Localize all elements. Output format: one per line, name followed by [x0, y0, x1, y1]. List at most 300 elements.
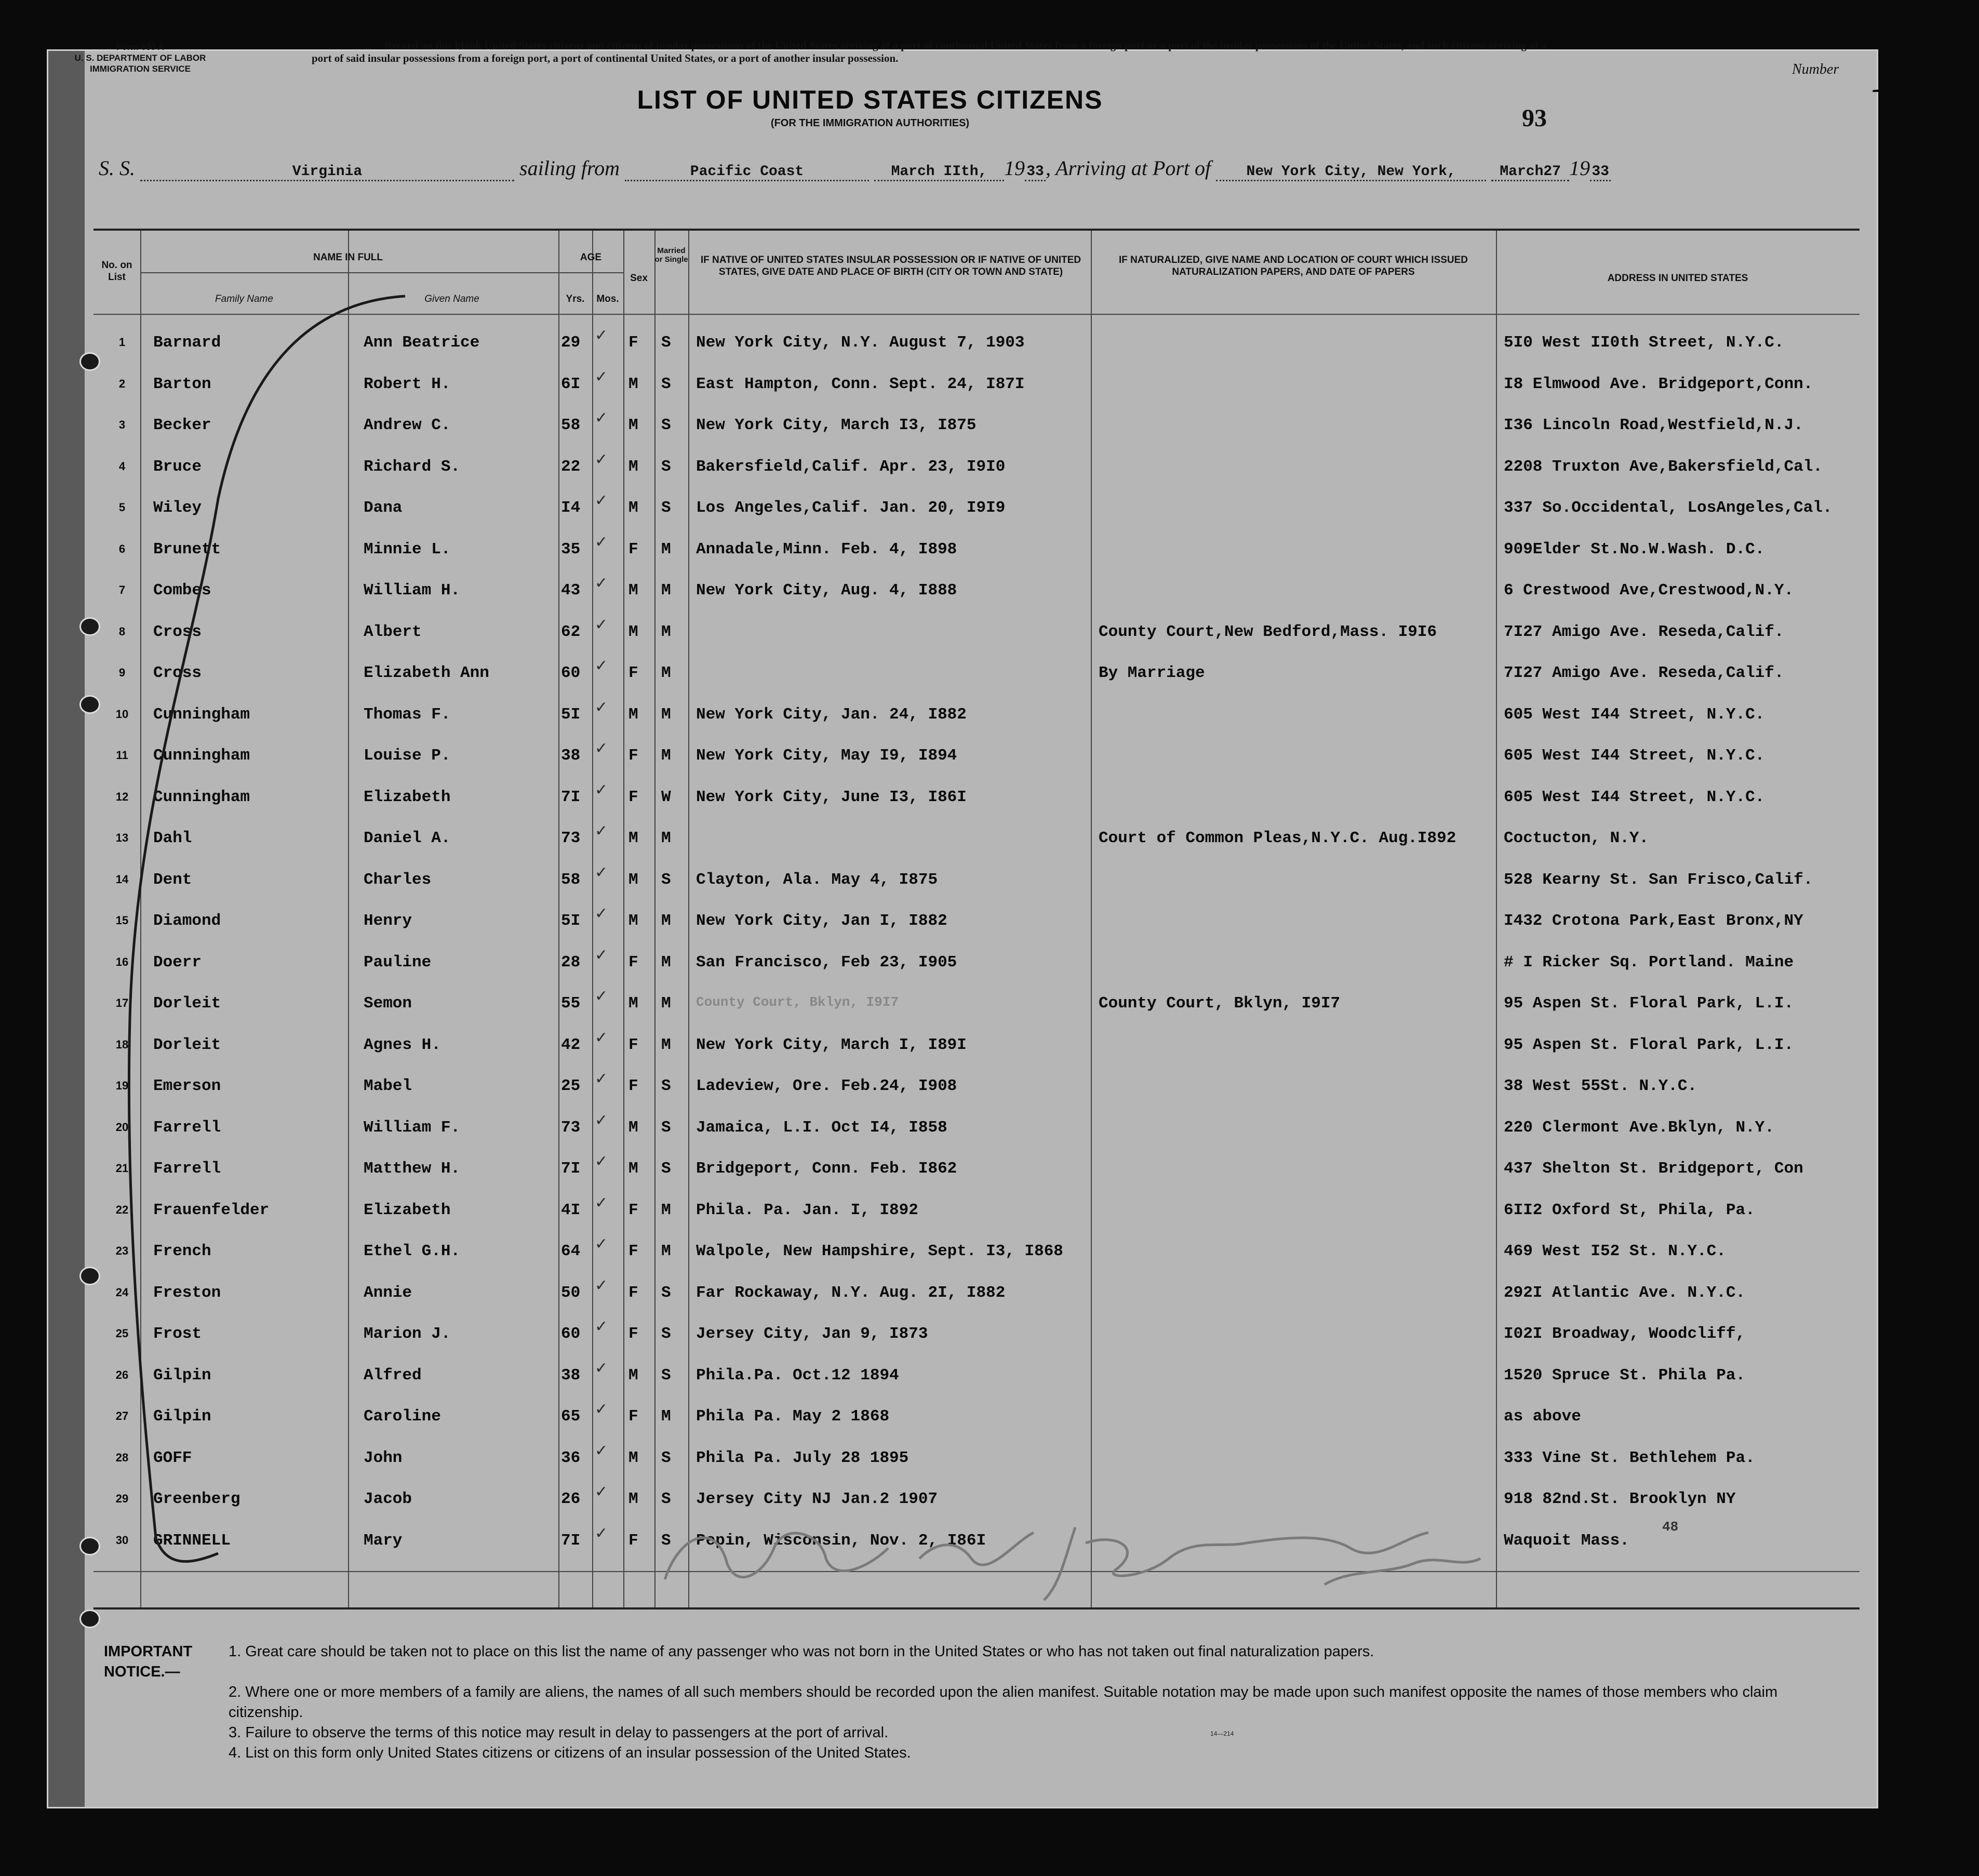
age-years: 29: [561, 334, 581, 352]
address: 6II2 Oxford St, Phila, Pa.: [1504, 1201, 1755, 1219]
birth-info: East Hampton, Conn. Sept. 24, I87I: [696, 375, 1025, 393]
check-mark: ✓: [595, 698, 608, 716]
birth-info: Walpole, New Hampshire, Sept. I3, I868: [696, 1242, 1063, 1260]
sex: M: [629, 870, 638, 889]
marital-status: S: [661, 1077, 671, 1095]
sex: F: [629, 1325, 638, 1343]
col-address: ADDRESS IN UNITED STATES: [1607, 273, 1748, 284]
row-number: 15: [115, 914, 129, 927]
age-years: 73: [561, 1118, 581, 1137]
family-name: Freston: [153, 1283, 221, 1302]
address: 605 West I44 Street, N.Y.C.: [1504, 705, 1765, 724]
check-mark: ✓: [595, 575, 608, 592]
address: 337 So.Occidental, LosAngeles,Cal.: [1504, 499, 1833, 517]
family-name: Barnard: [153, 334, 221, 352]
form-identifier: [47, 42, 234, 74]
address: 437 Shelton St. Bridgeport, Con: [1504, 1160, 1803, 1178]
sex: M: [629, 1118, 638, 1137]
row-number: 11: [116, 749, 128, 762]
row-number: 1: [118, 336, 126, 349]
sex: M: [629, 1490, 638, 1508]
age-years: 5I: [561, 705, 581, 724]
family-name: Brunett: [153, 540, 221, 558]
sex: F: [629, 747, 638, 765]
marital-status: M: [661, 664, 671, 682]
marital-status: M: [661, 829, 671, 847]
marital-status: S: [661, 1283, 671, 1302]
check-mark: ✓: [595, 1111, 608, 1129]
marital-status: S: [661, 1118, 671, 1137]
row-number: 24: [115, 1285, 129, 1299]
birth-info: New York City, Aug. 4, I888: [696, 581, 957, 600]
given-name: Mary: [364, 1531, 403, 1550]
sex: M: [629, 994, 638, 1013]
age-years: 5I: [561, 912, 581, 930]
given-name: William H.: [364, 581, 461, 600]
ss-label: S. S.: [99, 156, 135, 180]
notice-item-2: 2. Where one or more members of a family are aliens, the names of all such members should be recorded upon the alien manifest. Suitable notation may be made upon such manifest opposite the names of those members who claim citizenship.: [229, 1684, 1778, 1721]
sex: M: [629, 1448, 638, 1467]
birth-info: Phila Pa. May 2 1868: [696, 1407, 890, 1426]
birth-info: New York City, Jan. 24, I882: [696, 705, 967, 724]
voyage-line: [99, 156, 1891, 197]
given-name: Henry: [364, 912, 412, 930]
age-years: 7I: [561, 1531, 581, 1550]
given-name: Caroline: [364, 1407, 441, 1426]
check-mark: ✓: [595, 1359, 608, 1377]
col-naturalized: IF NATURALIZED, GIVE NAME AND LOCATION OF COURT WHICH ISSUED NATURALIZATION PAPERS, AND DATE OF PAPERS: [1118, 255, 1468, 277]
marital-status: S: [661, 1160, 671, 1178]
form-number: Form 630 A: [116, 42, 164, 52]
age-years: 58: [561, 416, 581, 434]
birth-info: Jamaica, L.I. Oct I4, I858: [696, 1118, 947, 1137]
marital-status: M: [661, 581, 671, 600]
torn-edge: [48, 51, 85, 1807]
age-years: 73: [561, 829, 581, 847]
address: 2208 Truxton Ave,Bakersfield,Cal.: [1504, 457, 1823, 476]
punch-hole: [79, 1609, 100, 1628]
family-name: Dorleit: [153, 1035, 221, 1054]
row-number: 8: [118, 624, 126, 638]
marital-status: M: [661, 994, 671, 1013]
age-years: 43: [561, 581, 581, 600]
family-name: Farrell: [153, 1160, 221, 1178]
birth-info: Los Angeles,Calif. Jan. 20, I9I9: [696, 499, 1006, 517]
age-years: 64: [561, 1242, 581, 1260]
marital-status: M: [661, 747, 671, 765]
check-mark: ✓: [595, 1401, 608, 1418]
given-name: Dana: [364, 499, 403, 517]
row-number: 9: [118, 666, 126, 679]
given-name: Ethel G.H.: [364, 1242, 461, 1260]
age-years: 28: [561, 953, 581, 972]
given-name: Elizabeth Ann: [364, 664, 489, 682]
sex: M: [629, 581, 638, 600]
col-married-single: Married or Single: [654, 246, 688, 264]
sex: M: [629, 416, 638, 434]
birth-info: Ladeview, Ore. Feb.24, I908: [696, 1077, 957, 1095]
col-given-name: Given Name: [424, 294, 479, 304]
marital-status: M: [661, 1035, 671, 1054]
tally-line: [114, 291, 478, 1579]
age-years: 22: [561, 457, 581, 476]
arrival-date: March27: [1491, 164, 1569, 181]
sail-year-prefix: 19: [1004, 156, 1025, 180]
check-mark: ✓: [595, 1194, 608, 1212]
address: Coctucton, N.Y.: [1504, 829, 1649, 847]
check-mark: ✓: [595, 657, 608, 674]
naturalization-info: County Court, Bklyn, I9I7: [1099, 994, 1341, 1013]
row-number: 28: [115, 1451, 129, 1464]
given-name: Pauline: [364, 953, 432, 972]
age-years: 62: [561, 622, 581, 641]
row-number: 27: [115, 1409, 129, 1422]
page-subtitle: (FOR THE IMMIGRATION AUTHORITIES): [770, 117, 970, 129]
age-years: 26: [561, 1490, 581, 1508]
arrival-year: 33: [1590, 164, 1611, 181]
sex: F: [629, 1531, 638, 1550]
given-name: Jacob: [364, 1490, 412, 1508]
check-mark: ✓: [595, 781, 608, 799]
check-mark: ✓: [595, 1153, 608, 1170]
page-title: LIST OF UNITED STATES CITIZENS: [637, 85, 1103, 114]
marital-status: W: [661, 788, 671, 806]
address: 918 82nd.St. Brooklyn NY: [1504, 1490, 1736, 1508]
row-number: 4: [118, 459, 126, 473]
age-years: 7I: [561, 788, 581, 806]
check-mark: ✓: [595, 1276, 608, 1294]
marital-status: S: [661, 1325, 671, 1343]
marital-status: M: [661, 953, 671, 972]
given-name: Richard S.: [364, 457, 461, 476]
row-number: 3: [118, 418, 126, 431]
family-name: Combes: [153, 581, 211, 600]
given-name: Robert H.: [364, 375, 451, 393]
check-mark: ✓: [595, 533, 608, 551]
address: as above: [1504, 1407, 1581, 1426]
birth-info: Phila Pa. July 28 1895: [696, 1448, 909, 1467]
given-name: William F.: [364, 1118, 461, 1137]
given-name: Ann Beatrice: [364, 334, 480, 352]
given-name: Elizabeth: [364, 788, 451, 806]
row-number: 7: [118, 583, 126, 596]
address: 95 Aspen St. Floral Park, L.I.: [1504, 1035, 1794, 1054]
marital-status: S: [661, 375, 671, 393]
age-years: 50: [561, 1283, 581, 1302]
check-mark: ✓: [595, 1524, 608, 1542]
sex: M: [629, 457, 638, 476]
family-name: Cross: [153, 622, 202, 641]
age-years: 42: [561, 1035, 581, 1054]
row-number: 20: [115, 1120, 129, 1134]
col-sex: Sex: [630, 273, 648, 284]
age-years: 7I: [561, 1160, 581, 1178]
family-name: Cunningham: [153, 705, 250, 724]
record-instructions: Record on this blank United States citizens and citizens of insular possessions of the United States arriving at a port of continental United States from a foreign port or a port of the insular possessions of the United States, and such citizens arriving at a port of said insular possessions from a foreign port, a port of continental United States, or a port of another insular possession.: [312, 39, 1547, 64]
marital-status: S: [661, 334, 671, 352]
family-name: Frauenfelder: [153, 1201, 270, 1219]
birth-info: San Francisco, Feb 23, I905: [696, 953, 957, 972]
age-years: 65: [561, 1407, 581, 1426]
sailing-label: sailing from: [519, 156, 620, 180]
check-mark: ✓: [595, 1483, 608, 1500]
sex: F: [629, 1035, 638, 1054]
birth-info: Phila.Pa. Oct.12 1894: [696, 1366, 899, 1385]
family-name: Cunningham: [153, 788, 250, 806]
sex: F: [629, 1407, 638, 1426]
check-mark: ✓: [595, 1029, 608, 1046]
sex: M: [629, 375, 638, 393]
family-name: Becker: [153, 416, 211, 434]
row-number: 23: [115, 1244, 129, 1257]
family-name: Frost: [153, 1325, 202, 1343]
check-mark: ✓: [595, 905, 608, 922]
check-mark: ✓: [595, 327, 608, 344]
sail-date: March IIth,: [874, 164, 1004, 181]
marital-status: M: [661, 622, 671, 641]
col-age: AGE: [580, 252, 602, 263]
bottom-mark: 48: [1662, 1519, 1679, 1535]
row-number: 17: [115, 996, 129, 1009]
birth-info: Clayton, Ala. May 4, I875: [696, 870, 938, 889]
age-years: 38: [561, 1366, 581, 1385]
arriving-label: , Arriving at Port of: [1046, 156, 1211, 180]
check-mark: ✓: [595, 616, 608, 633]
marital-status: S: [661, 1366, 671, 1385]
address: 333 Vine St. Bethlehem Pa.: [1504, 1448, 1755, 1467]
address: I432 Crotona Park,East Bronx,NY: [1504, 912, 1803, 930]
row-number: 21: [115, 1162, 129, 1175]
row-number: 13: [115, 831, 129, 844]
sex: F: [629, 664, 638, 682]
col-no: No. on List: [101, 260, 132, 283]
sex: F: [629, 788, 638, 806]
marital-status: S: [661, 457, 671, 476]
sex: M: [629, 829, 638, 847]
inspector-signature: [649, 1501, 1532, 1611]
family-name: Dent: [153, 870, 192, 889]
row-number: 29: [115, 1492, 129, 1505]
birth-info: Bridgeport, Conn. Feb. I862: [696, 1160, 957, 1178]
age-years: I4: [561, 499, 581, 517]
address: I8 Elmwood Ave. Bridgeport,Conn.: [1504, 375, 1813, 393]
age-years: 25: [561, 1077, 581, 1095]
given-name: Agnes H.: [364, 1035, 441, 1054]
col-family-name: Family Name: [215, 294, 273, 304]
arrival-port: New York City, New York,: [1216, 164, 1486, 181]
family-name: Barton: [153, 375, 211, 393]
notice-label: IMPORTANT NOTICE.—: [104, 1643, 193, 1680]
row-number: 12: [115, 790, 129, 803]
row-number: 6: [118, 542, 126, 555]
age-years: 60: [561, 664, 581, 682]
given-name: Mabel: [364, 1077, 412, 1095]
marital-status: S: [661, 416, 671, 434]
family-name: Cunningham: [153, 747, 250, 765]
marital-status: M: [661, 1242, 671, 1260]
birth-info: Phila. Pa. Jan. I, I892: [696, 1201, 918, 1219]
given-name: Annie: [364, 1283, 412, 1302]
row-number: 22: [115, 1203, 129, 1216]
marital-status: M: [661, 540, 671, 558]
sex: M: [629, 1160, 638, 1178]
age-years: 35: [561, 540, 581, 558]
ship-name: Virginia: [140, 164, 514, 181]
check-mark: ✓: [595, 822, 608, 840]
birth-info: New York City, May I9, I894: [696, 747, 957, 765]
birth-info: New York City, Jan I, I882: [696, 912, 947, 930]
department: U. S. DEPARTMENT OF LABOR: [74, 53, 206, 63]
family-name: Dahl: [153, 829, 192, 847]
address: 7I27 Amigo Ave. Reseda,Calif.: [1504, 664, 1784, 682]
check-mark: ✓: [595, 988, 608, 1005]
check-mark: ✓: [595, 1235, 608, 1253]
arrival-year-prefix: 19: [1569, 156, 1590, 180]
sex: F: [629, 1242, 638, 1260]
address: 95 Aspen St. Floral Park, L.I.: [1504, 994, 1794, 1013]
address: 605 West I44 Street, N.Y.C.: [1504, 747, 1765, 765]
family-name: Gilpin: [153, 1407, 211, 1426]
row-number: 5: [118, 501, 126, 514]
check-mark: ✓: [595, 450, 608, 468]
page-number: 93: [1522, 104, 1547, 132]
family-name: Wiley: [153, 499, 202, 517]
birth-info: New York City, N.Y. August 7, 1903: [696, 334, 1025, 352]
row-number: 16: [115, 955, 129, 968]
row-number: 26: [115, 1368, 129, 1381]
sex: M: [629, 499, 638, 517]
check-mark: ✓: [595, 1442, 608, 1459]
given-name: Louise P.: [364, 747, 451, 765]
address: 469 West I52 St. N.Y.C.: [1504, 1242, 1726, 1260]
check-mark: ✓: [595, 946, 608, 964]
family-name: Gilpin: [153, 1366, 211, 1385]
given-name: Andrew C.: [364, 416, 451, 434]
address: 220 Clermont Ave.Bklyn, N.Y.: [1504, 1118, 1774, 1137]
notice-item-3: 3. Failure to observe the terms of this notice may result in delay to passengers at the port of arrival.: [229, 1724, 889, 1741]
row-number: 30: [115, 1533, 129, 1547]
important-notice: [104, 1642, 1818, 1763]
sex: F: [629, 334, 638, 352]
age-years: 36: [561, 1448, 581, 1467]
age-years: 58: [561, 870, 581, 889]
age-years: 38: [561, 747, 581, 765]
sex: F: [629, 1283, 638, 1302]
sex: M: [629, 1366, 638, 1385]
given-name: Charles: [364, 870, 432, 889]
given-name: Semon: [364, 994, 412, 1013]
col-birth: IF NATIVE OF UNITED STATES INSULAR POSSESSION OR IF NATIVE OF UNITED STATES, GIVE DATE AND PLACE OF BIRTH (CITY OR TOWN AND STATE): [700, 255, 1081, 277]
age-years: 55: [561, 994, 581, 1013]
address: 6 Crestwood Ave,Crestwood,N.Y.: [1504, 581, 1794, 600]
col-yrs: Yrs.: [566, 294, 585, 304]
address: # I Ricker Sq. Portland. Maine: [1504, 953, 1794, 972]
marital-status: S: [661, 499, 671, 517]
check-mark: ✓: [595, 409, 608, 427]
age-years: 4I: [561, 1201, 581, 1219]
family-name: GRINNELL: [153, 1531, 231, 1550]
marital-status: S: [661, 1531, 671, 1550]
family-name: Greenberg: [153, 1490, 240, 1508]
notice-item-4: 4. List on this form only United States citizens or citizens of an insular possession of the United States.: [229, 1745, 911, 1761]
address: 528 Kearny St. San Frisco,Calif.: [1504, 870, 1813, 889]
sex: M: [629, 705, 638, 724]
marital-status: S: [661, 1490, 671, 1508]
check-mark: ✓: [595, 863, 608, 881]
given-name: John: [364, 1448, 403, 1467]
family-name: French: [153, 1242, 211, 1260]
given-name: Elizabeth: [364, 1201, 451, 1219]
address: I02I Broadway, Woodcliff,: [1504, 1325, 1746, 1343]
given-name: Minnie L.: [364, 540, 451, 558]
col-mos: Mos.: [596, 294, 619, 304]
departure-port: Pacific Coast: [625, 164, 869, 181]
row-number: 10: [115, 707, 129, 721]
birth-info: County Court, Bklyn, I9I7: [696, 994, 899, 1010]
birth-info: Bakersfield,Calif. Apr. 23, I9I0: [696, 457, 1006, 476]
service: IMMIGRATION SERVICE: [90, 64, 191, 74]
row-number: 19: [115, 1079, 129, 1092]
check-mark: ✓: [595, 1318, 608, 1335]
address: 605 West I44 Street, N.Y.C.: [1504, 788, 1765, 806]
given-name: Thomas F.: [364, 705, 451, 724]
naturalization-info: Court of Common Pleas,N.Y.C. Aug.I892: [1099, 829, 1456, 847]
given-name: Marion J.: [364, 1325, 451, 1343]
family-name: Doerr: [153, 953, 202, 972]
given-name: Alfred: [364, 1366, 422, 1385]
address: 38 West 55St. N.Y.C.: [1504, 1077, 1697, 1095]
sex: F: [629, 540, 638, 558]
sex: F: [629, 953, 638, 972]
family-name: Bruce: [153, 457, 202, 476]
age-years: 60: [561, 1325, 581, 1343]
birth-info: Pepin, Wisconsin, Nov. 2, I86I: [696, 1531, 986, 1550]
given-name: Albert: [364, 622, 422, 641]
notice-item-1: 1. Great care should be taken not to place on this list the name of any passenger who was not born in the United States or who has not taken out final naturalization papers.: [229, 1643, 1374, 1660]
family-name: GOFF: [153, 1448, 192, 1467]
check-mark: ✓: [595, 1070, 608, 1087]
address: 1520 Spruce St. Phila Pa.: [1504, 1366, 1746, 1385]
col-name-in-full: NAME IN FULL: [313, 252, 383, 263]
row-number: 25: [115, 1327, 129, 1340]
birth-info: New York City, March I, I89I: [696, 1035, 967, 1054]
birth-info: New York City, March I3, I875: [696, 416, 977, 434]
number-label: Number: [1792, 61, 1839, 77]
sail-year: 33: [1025, 164, 1046, 181]
row-number: 2: [118, 377, 126, 390]
form-code: 14—214: [1210, 1730, 1234, 1737]
marital-status: M: [661, 705, 671, 724]
marital-status: M: [661, 1201, 671, 1219]
row-number: 14: [115, 872, 129, 886]
marital-status: S: [661, 870, 671, 889]
marital-status: S: [661, 1448, 671, 1467]
sex: M: [629, 912, 638, 930]
sex: F: [629, 1201, 638, 1219]
check-mark: ✓: [595, 492, 608, 509]
family-name: Emerson: [153, 1077, 221, 1095]
family-name: Diamond: [153, 912, 221, 930]
given-name: Daniel A.: [364, 829, 451, 847]
row-number: 18: [115, 1037, 129, 1051]
address: 7I27 Amigo Ave. Reseda,Calif.: [1504, 622, 1784, 641]
marital-status: M: [661, 912, 671, 930]
naturalization-info: By Marriage: [1099, 664, 1205, 682]
birth-info: Annadale,Minn. Feb. 4, I898: [696, 540, 957, 558]
list-number: 105: [1870, 28, 1979, 108]
birth-info: Far Rockaway, N.Y. Aug. 2I, I882: [696, 1283, 1006, 1302]
birth-info: New York City, June I3, I86I: [696, 788, 967, 806]
